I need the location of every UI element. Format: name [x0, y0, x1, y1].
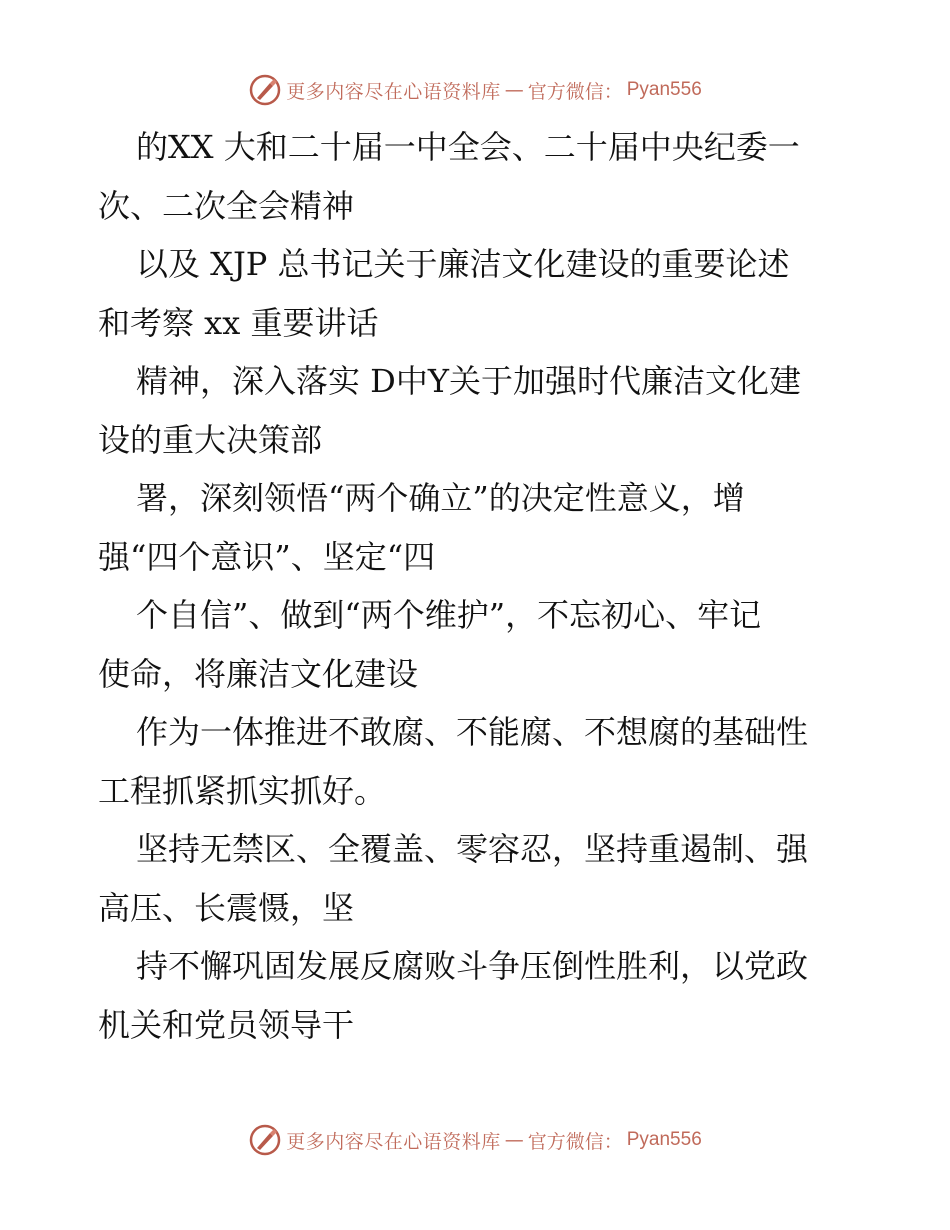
paragraph: [98, 937, 858, 1054]
paragraph-line: 高压、长震慑，坚: [98, 888, 355, 927]
footer-wechat-id: Pyan556: [626, 1129, 702, 1150]
header-brand: [248, 73, 702, 107]
header-brand-text: 更多内容尽在心语资料库: [286, 80, 501, 103]
paragraph-line: 精神，深入落实 D中Y关于加强时代廉洁文化建: [136, 362, 801, 400]
paragraph: [98, 586, 858, 703]
paragraph: [98, 469, 858, 586]
header-dash: —: [504, 79, 524, 101]
paragraph-line: 和考察 xx 重要讲话: [98, 303, 379, 342]
footer-brand: [248, 1123, 702, 1157]
paragraph-line: 作为一体推进不敢腐、不能腐、不想腐的基础性: [136, 713, 809, 751]
document-body: [98, 118, 858, 1054]
paragraph-line: 持不懈巩固发展反腐败斗争压倒性胜利，以党政: [136, 947, 809, 985]
paragraph: [98, 820, 858, 937]
header-wechat-id: Pyan556: [626, 79, 702, 100]
paragraph-line: 以及 XJP 总书记关于廉洁文化建设的重要论述: [136, 245, 790, 283]
paragraph-line: 个自信”、做到“两个维护”，不忘初心、牢记: [136, 596, 762, 634]
paragraph: [98, 703, 858, 820]
paragraph-line: 强“四个意识”、坚定“四: [98, 537, 436, 576]
paragraph-line: 次、二次全会精神: [98, 186, 355, 225]
pen-logo-icon: [248, 1123, 282, 1157]
paragraph: [98, 352, 858, 469]
footer-dash: —: [504, 1129, 524, 1151]
page-header-watermark: [0, 70, 950, 110]
paragraph-line: 署，深刻领悟“两个确立”的决定性意义，增: [136, 479, 745, 517]
footer-official-label: 官方微信：: [527, 1130, 623, 1153]
pen-logo-icon: [248, 73, 282, 107]
paragraph: [98, 118, 858, 235]
paragraph: [98, 235, 858, 352]
paragraph-line: 使命，将廉洁文化建设: [98, 654, 419, 693]
paragraph-line: 设的重大决策部: [98, 420, 323, 459]
paragraph-line: 机关和党员领导干: [98, 1005, 355, 1044]
footer-brand-text: 更多内容尽在心语资料库: [286, 1130, 501, 1153]
paragraph-line: 的XX 大和二十届一中全会、二十届中央纪委一: [136, 128, 800, 166]
page-footer-watermark: [0, 1120, 950, 1160]
header-official-label: 官方微信：: [527, 80, 623, 103]
paragraph-line: 工程抓紧抓实抓好。: [98, 771, 387, 810]
paragraph-line: 坚持无禁区、全覆盖、零容忍，坚持重遏制、强: [136, 830, 809, 868]
